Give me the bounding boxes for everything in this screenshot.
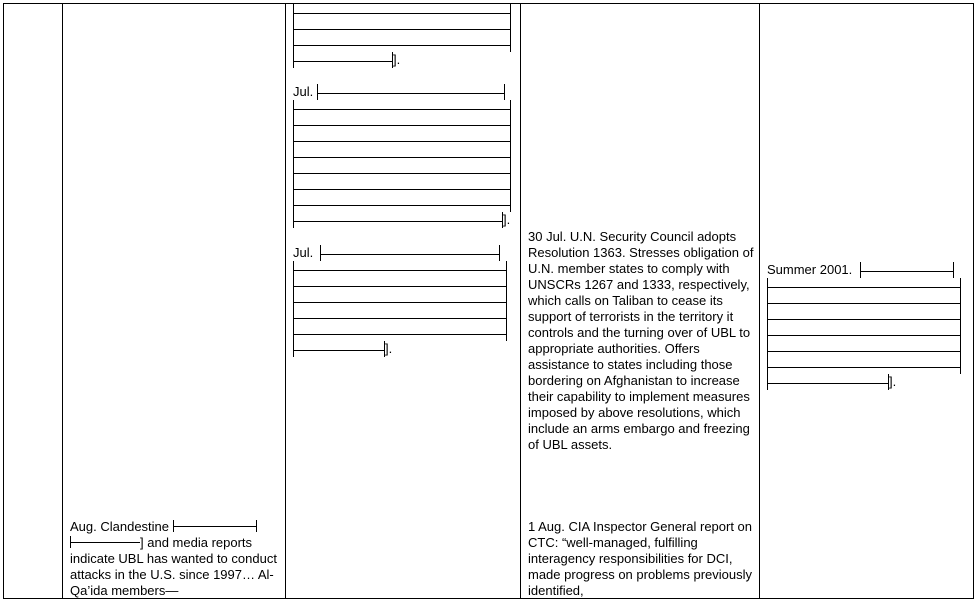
- redaction-bar: [293, 52, 393, 68]
- redaction-bar: [293, 36, 511, 52]
- redaction-bar: [293, 341, 385, 357]
- jul-label: Jul.: [293, 245, 314, 260]
- end-punctuation: ].: [889, 374, 897, 389]
- redaction-bar: [70, 536, 140, 548]
- redaction-bar: [173, 520, 257, 532]
- aug-entry: Aug. Clandestine ] and media reports indicate UBL has wanted to conduct attacks in the U.S. since 1997… Al-Qa’ida members—: [70, 519, 277, 598]
- redaction-bar: [860, 262, 954, 278]
- redaction-bar: [293, 277, 507, 293]
- summer-2001-entry: [767, 262, 969, 396]
- column-divider-1: [62, 3, 63, 599]
- entry-1-aug-text: 1 Aug. CIA Inspector General report on CTC: “well-managed, fulfilling interagency responsibilities for DCI, made progress on problems previously identified,: [528, 519, 753, 598]
- redaction-bar: [293, 148, 511, 164]
- redaction-bar: [293, 325, 507, 341]
- summer-label: Summer 2001.: [767, 262, 853, 277]
- redaction-bar: [767, 294, 961, 310]
- redacted-block-continued: [293, 4, 515, 70]
- redaction-bar: [767, 374, 889, 390]
- redaction-bar: [293, 132, 511, 148]
- end-punctuation: ].: [503, 212, 511, 227]
- redaction-bar: [320, 245, 500, 261]
- redaction-bar: [767, 278, 961, 294]
- column-divider-2: [285, 3, 286, 599]
- column-divider-0: [3, 3, 4, 599]
- jul-label: Jul.: [293, 84, 314, 99]
- end-punctuation: ].: [393, 52, 401, 67]
- redaction-bar: [767, 310, 961, 326]
- redaction-bar: [767, 326, 961, 342]
- redaction-bar: [293, 293, 507, 309]
- entry-30-jul-text: 30 Jul. U.N. Security Council adopts Resolution 1363. Stresses obligation of U.N. member states to comply with UNSCRs 1267 and 1333, respectively, which calls on Taliban to cease its support of terrorists in the territory it controls and the turning over of UBL to appropriate authorities. Offers assistance to states including those bordering on Afghanistan to increase their capability to implement measures imposed by above resolutions, which include an arms embargo and freezing of UBL assets.: [528, 229, 754, 452]
- jul-entry-1: [293, 84, 515, 234]
- redaction-bar: [767, 342, 961, 358]
- column-divider-4: [759, 3, 760, 599]
- redaction-bar: [293, 20, 511, 36]
- redaction-bar: [293, 196, 511, 212]
- redaction-bar: [293, 261, 507, 277]
- column-divider-3: [520, 3, 521, 599]
- redaction-bar: [293, 212, 503, 228]
- redaction-bar: [293, 116, 511, 132]
- redaction-bar: [293, 100, 511, 116]
- jul-entry-2: [293, 245, 515, 363]
- redaction-bar: [317, 84, 505, 100]
- aug-entry-body: and media reports indicate UBL has wanted to conduct attacks in the U.S. since 1997… Al-Qa’ida members—: [70, 535, 277, 598]
- redaction-bar: [293, 180, 511, 196]
- redaction-bar: [293, 309, 507, 325]
- end-punctuation: ].: [385, 341, 393, 356]
- redaction-bar: [293, 4, 511, 20]
- redaction-bar: [767, 358, 961, 374]
- redaction-bar: [293, 164, 511, 180]
- aug-entry-lead: Aug. Clandestine: [70, 519, 170, 534]
- column-divider-5: [973, 3, 974, 599]
